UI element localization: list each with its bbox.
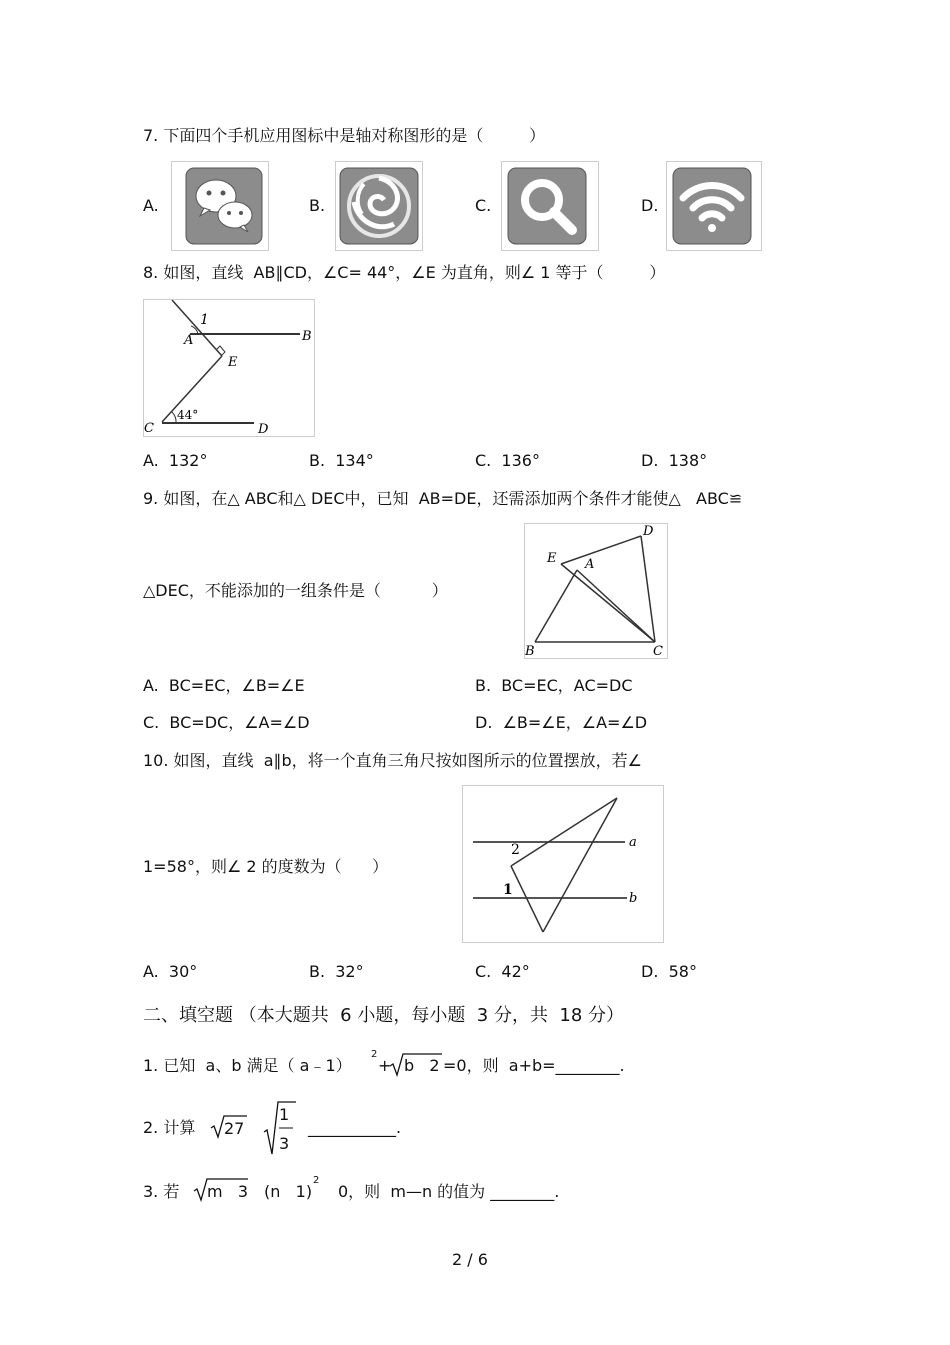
fill-q3-middle: (n 1) — [264, 1182, 313, 1201]
q10-stem-line1: 10. 如图，直线 a∥b，将一个直角三角尺按如图所示的位置摆放，若∠ — [143, 751, 643, 770]
page-number: 2 / 6 — [452, 1250, 488, 1269]
fill-q2-frac-num: 1 — [279, 1105, 290, 1124]
q10-label-1: 1 — [503, 882, 513, 898]
fill-q1-suffix: =0，则 a+b=________. — [443, 1056, 625, 1075]
q7-option-c-image — [501, 161, 599, 251]
fill-q3-prefix: 3. 若 — [143, 1182, 180, 1201]
q9-stem-line2: △DEC，不能添加的一组条件是（ ） — [143, 581, 448, 600]
q8-label-c: C — [144, 421, 154, 436]
q7-stem: 7. 下面四个手机应用图标中是轴对称图形的是（ ） — [143, 126, 546, 145]
q10-option-d: D. 58° — [641, 962, 697, 981]
fill-q2-blank: ___________. — [308, 1118, 402, 1137]
q9-label-b: B — [525, 644, 535, 658]
q8-option-c: C. 136° — [475, 451, 540, 470]
q7-option-c-label: C. — [475, 196, 492, 215]
q10-option-c: C. 42° — [475, 962, 530, 981]
search-icon — [502, 162, 598, 250]
q8-label-e: E — [228, 355, 238, 370]
q8-label-44: 44° — [177, 408, 199, 422]
q7-option-b-image — [335, 161, 423, 251]
q8-label-b: B — [302, 329, 312, 344]
fill-q1-exponent: 2 — [371, 1049, 378, 1060]
q10-label-b: b — [629, 891, 638, 906]
fill-q2-frac-den: 3 — [279, 1134, 290, 1153]
q7-option-b-label: B. — [309, 196, 326, 215]
q7-option-a-label: A. — [143, 196, 159, 215]
q8-option-d: D. 138° — [641, 451, 708, 470]
q10-label-a: a — [629, 835, 637, 850]
q9-figure — [524, 523, 668, 659]
q8-option-a: A. 132° — [143, 451, 208, 470]
q9-label-e: E — [547, 551, 557, 566]
q9-option-d: D. ∠B=∠E，∠A=∠D — [475, 713, 648, 732]
q10-label-2: 2 — [511, 842, 520, 858]
q9-label-c: C — [653, 644, 663, 658]
q9-option-b: B. BC=EC，AC=DC — [475, 676, 633, 695]
q7-option-a-image — [171, 161, 269, 251]
section-2-title: 二、填空题 （本大题共 6 小题，每小题 3 分，共 18 分） — [143, 1005, 625, 1026]
q7-option-d-image — [666, 161, 762, 251]
fill-q1-prefix: 1. 已知 a、b 满足（ a﹣1） — [143, 1056, 352, 1075]
fill-q3-exponent: 2 — [313, 1175, 320, 1186]
q8-option-b: B. 134° — [309, 451, 374, 470]
q8-stem: 8. 如图，直线 AB∥CD，∠C= 44°，∠E 为直角，则∠ 1 等于（ ） — [143, 263, 666, 282]
wifi-icon — [667, 162, 761, 250]
q10-option-b: B. 32° — [309, 962, 364, 981]
q9-stem-line1: 9. 如图，在△ ABC和△ DEC中，已知 AB=DE，还需添加两个条件才能使△ ABC≌ — [143, 489, 743, 508]
q8-label-a: A — [184, 333, 194, 348]
fill-q1-plus: + — [378, 1056, 392, 1075]
q9-label-a: A — [585, 557, 595, 572]
q8-label-d: D — [258, 422, 269, 436]
q8-figure — [143, 299, 315, 437]
q10-option-a: A. 30° — [143, 962, 198, 981]
q8-angle-c-arc — [172, 412, 176, 423]
wechat-icon — [172, 162, 268, 250]
q10-figure — [462, 785, 664, 943]
q10-stem-line2: 1=58°，则∠ 2 的度数为（ ） — [143, 857, 389, 876]
q9-option-c: C. BC=DC，∠A=∠D — [143, 713, 310, 732]
swirl-icon — [336, 162, 422, 250]
fill-q2-radicand: 27 — [224, 1119, 245, 1138]
fill-q3-radicand: m 3 — [207, 1182, 249, 1201]
fill-q2-prefix: 2. 计算 — [143, 1118, 196, 1137]
q9-label-d: D — [643, 524, 654, 539]
q8-line-ae — [172, 300, 222, 356]
fill-q1-radicand: b 2 — [404, 1056, 440, 1075]
q7-option-d-label: D. — [641, 196, 659, 215]
fill-q3-suffix: 0，则 m—n 的值为 ________. — [338, 1182, 560, 1201]
q9-option-a: A. BC=EC，∠B=∠E — [143, 676, 305, 695]
q8-label-1: 1 — [200, 312, 209, 328]
